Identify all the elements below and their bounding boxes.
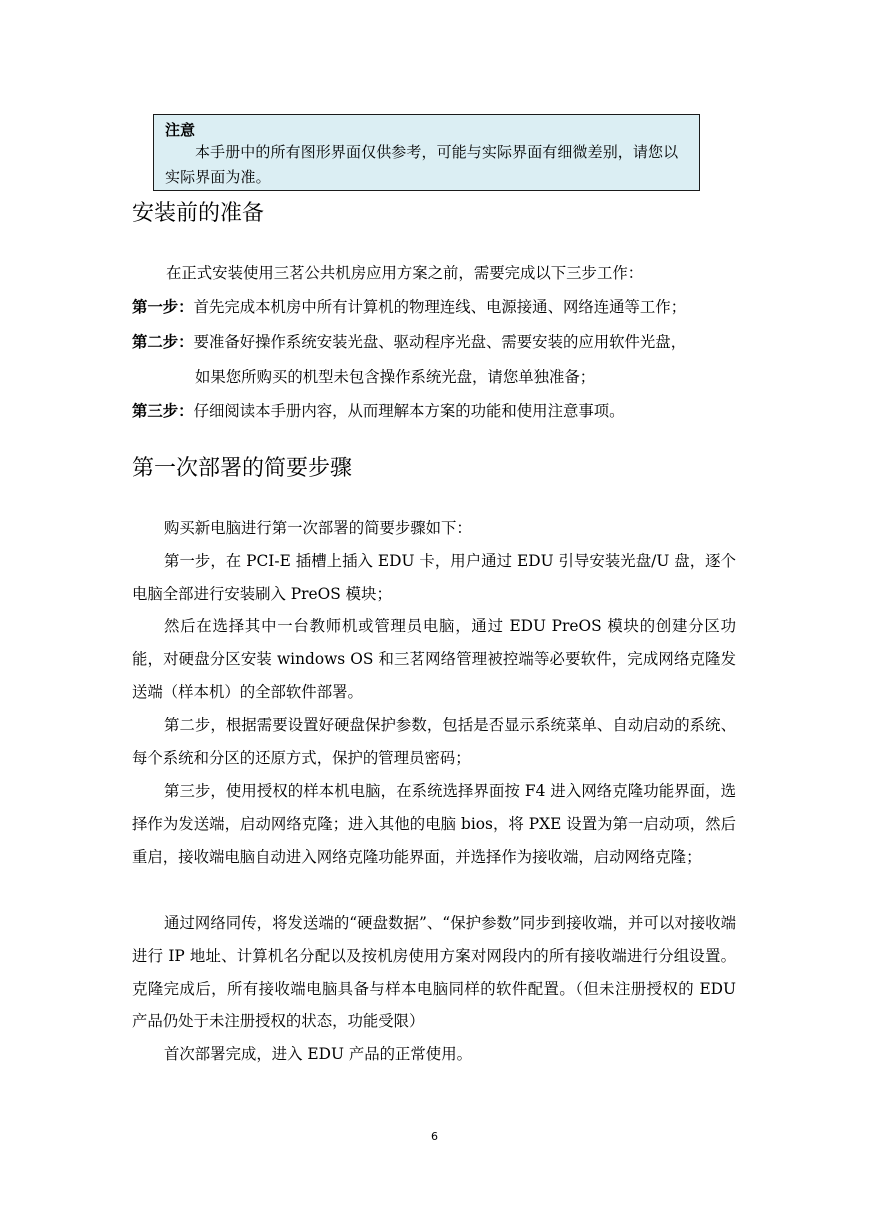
deploy-paragraph-5: 第三步，使用授权的样本机电脑，在系统选择界面按 F4 进入网络克隆功能界面，选择作为发送端，启动网络克隆；进入其他的电脑 bios，将 PXE 设置为第一启动项，然后重启，接收端电脑自动进入网络克隆功能界面，并选择作为接收端，启动网络克隆； (132, 782, 736, 866)
step-3 (132, 400, 625, 422)
step-1 (132, 296, 686, 318)
page-number: 6 (431, 1130, 438, 1143)
section-heading-preparation: 安装前的准备 (132, 201, 265, 226)
step-2-continuation: 如果您所购买的机型未包含操作系统光盘，请您单独准备； (195, 368, 596, 386)
deploy-paragraph-7: 首次部署完成，进入 EDU 产品的正常使用。 (164, 1045, 472, 1063)
preparation-intro: 在正式安装使用三茗公共机房应用方案之前，需要完成以下三步工作： (166, 264, 644, 282)
step-1-label: 第一步： (132, 298, 194, 316)
deploy-paragraph-4: 第二步，根据需要设置好硬盘保护参数，包括是否显示系统菜单、自动启动的系统、每个系统和分区的还原方式，保护的管理员密码； (132, 716, 736, 767)
note-title: 注意 (165, 121, 196, 139)
step-2 (132, 331, 686, 353)
step-3-text: 仔细阅读本手册内容，从而理解本方案的功能和使用注意事项。 (193, 402, 625, 420)
step-2-label: 第二步： (132, 333, 194, 351)
step-1-text: 首先完成本机房中所有计算机的物理连线、电源接通、网络连通等工作； (193, 298, 687, 316)
deploy-paragraph-2: 第一步，在 PCI-E 插槽上插入 EDU 卡，用户通过 EDU 引导安装光盘/U 盘，逐个电脑全部进行安装刷入 PreOS 模块； (132, 552, 736, 603)
note-text: 本手册中的所有图形界面仅供参考，可能与实际界面有细微差别，请您以实际界面为准。 (165, 143, 679, 186)
deploy-paragraph-6: 通过网络同传，将发送端的“硬盘数据”、“保护参数”同步到接收端，并可以对接收端进行 IP 地址、计算机名分配以及按机房使用方案对网段内的所有接收端进行分组设置。克隆完成后，所有接收端电脑具备与样本电脑同样的软件配置。（但未注册授权的 EDU 产品仍处于未注册授权的状态，功能受限） (132, 914, 736, 1031)
step-3-label: 第三步： (132, 402, 194, 420)
step-2-text: 要准备好操作系统安装光盘、驱动程序光盘、需要安装的应用软件光盘， (193, 333, 687, 351)
deploy-paragraph-1: 购买新电脑进行第一次部署的简要步骤如下： (164, 519, 472, 537)
deploy-paragraph-3: 然后在选择其中一台教师机或管理员电脑，通过 EDU PreOS 模块的创建分区功能，对硬盘分区安装 windows OS 和三茗网络管理被控端等必要软件，完成网络克隆发送端（样本机）的全部软件部署。 (132, 617, 736, 701)
note-box (153, 114, 700, 191)
section-heading-first-deployment: 第一次部署的简要步骤 (132, 456, 353, 481)
